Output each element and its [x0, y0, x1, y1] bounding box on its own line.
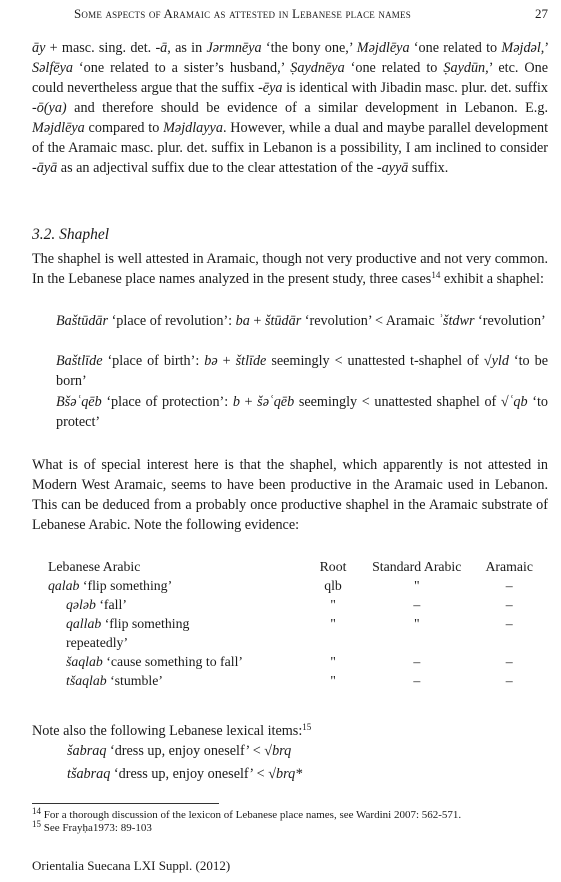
text-run: and therefore should be evidence of a similar development in Lebanon. E.g. — [66, 100, 548, 116]
text-run: brq — [272, 743, 292, 759]
text-run: suffix. — [408, 160, 449, 176]
text-run: štlīde — [235, 353, 267, 369]
text-run: ’ etc. One could nevertheless argue that the suffix — [32, 60, 549, 96]
evidence-table — [32, 557, 548, 690]
aramaic-cell: – — [505, 578, 513, 593]
gloss: ‘flip something’ — [79, 578, 173, 593]
footnote-number: 14 — [32, 806, 41, 816]
gloss: ‘stumble’ — [106, 673, 163, 688]
section-heading: 3.2. Shaphel — [32, 226, 110, 243]
table-row — [32, 652, 548, 671]
root-cell: " — [330, 597, 336, 612]
footnote-ref: 14 — [431, 270, 441, 280]
footnote-separator — [32, 803, 219, 804]
text-run: ba — [235, 313, 250, 329]
text-run: ‘dress up, enjoy oneself’ < — [110, 766, 269, 782]
standard-arabic-cell: " — [413, 578, 420, 593]
text-run: The shaphel is well attested in Aramaic, though not very productive and not very common. In the Lebanese place names analyzed in the present study, three cases — [32, 251, 548, 287]
table-row — [32, 614, 548, 652]
text-run: ‘one related to — [344, 60, 444, 76]
gloss: ‘fall’ — [95, 597, 127, 612]
text-run: ‘revolution’ < Aramaic — [301, 313, 439, 329]
text-run: ‘one related to — [409, 40, 502, 56]
paragraph-lexical-intro — [32, 721, 548, 741]
footnote-text: For a thorough discussion of the lexicon of Lebanese place names, see Wardini 2007: 562-571. — [43, 809, 462, 821]
text-run: Bšəʿqēb — [56, 394, 102, 410]
text-run: seemingly < unattested shaphel of — [294, 394, 501, 410]
standard-arabic-cell: " — [413, 616, 420, 631]
text-run: , as in — [167, 40, 207, 56]
text-run: is identical with Jibadin masc. plur. det. suffix — [282, 80, 548, 96]
page-number: 27 — [535, 6, 548, 21]
table-row — [32, 595, 548, 614]
text-run: Ṣaydūn, — [443, 60, 489, 76]
text-run: ʿqb — [508, 394, 528, 410]
column-header: Aramaic — [485, 559, 533, 574]
table-row — [32, 576, 548, 595]
journal-footer: Orientalia Suecana LXI Suppl. (2012) — [32, 858, 231, 873]
rich-text — [32, 455, 548, 535]
text-run: yld — [491, 353, 509, 369]
text-run: seemingly < unattested t-shaphel of — [266, 353, 484, 369]
paragraph-suffix-discussion — [32, 38, 548, 178]
text-run: ‘to be born’ — [56, 353, 548, 389]
text-run: -āyā — [32, 160, 58, 176]
text-run: šəʿqēb — [257, 394, 295, 410]
footnote-14 — [32, 806, 548, 822]
text-run: Ṣaydnēya — [290, 60, 345, 76]
arabic-word: qalab — [48, 578, 80, 593]
paragraph-shaphel-intro — [32, 249, 548, 289]
text-run: ‘the bony one,’ — [261, 40, 357, 56]
standard-arabic-cell: – — [413, 673, 421, 688]
footnote-ref: 15 — [302, 722, 312, 732]
running-title: Some aspects of Aramaic as attested in Lebanese place names — [74, 6, 411, 21]
paragraph-evidence — [32, 455, 548, 535]
aramaic-cell: – — [505, 597, 513, 612]
text-run: -ayyā — [376, 160, 409, 176]
footnote-15 — [32, 819, 548, 835]
text-run: āy — [32, 40, 46, 56]
aramaic-cell: – — [505, 654, 513, 669]
text-run: štūdār — [264, 313, 302, 329]
text-run: as an adjectival suffix due to the clear attestation of the — [57, 160, 377, 176]
text-run: ‘one related to a sister’s husband,’ — [72, 60, 291, 76]
column-header: Root — [319, 559, 347, 574]
root-cell: " — [330, 673, 336, 688]
text-run: Məjdlayya — [163, 120, 223, 136]
text-run: ‘place of revolution’: — [108, 313, 236, 329]
text-run: Məjdlēya — [356, 40, 410, 56]
text-run: exhibit a shaphel: — [440, 271, 544, 287]
table-header-row — [32, 557, 548, 576]
table-row — [32, 671, 548, 690]
text-run: + masc. sing. det. — [45, 40, 156, 56]
text-run: ‘place of protection’: — [101, 394, 233, 410]
gloss-continued: repeatedly’ — [66, 635, 129, 650]
text-run: Baštūdār — [56, 313, 109, 329]
example-bashtudar — [56, 311, 548, 331]
example-bsheqeb — [56, 392, 548, 432]
text-run: ‘revolution’ — [474, 313, 546, 329]
text-run: -ō(ya) — [32, 100, 67, 116]
rich-text — [32, 249, 548, 289]
text-run: bə — [204, 353, 218, 369]
example-bashtlide — [56, 351, 548, 391]
arabic-word: šaqlab — [66, 654, 103, 669]
aramaic-cell: – — [505, 673, 513, 688]
text-run: b — [232, 394, 240, 410]
text-run: √ — [483, 353, 492, 369]
text-run: ‘to protect’ — [56, 394, 549, 430]
lebanese-arabic-cell — [32, 652, 303, 671]
text-run: √ — [264, 743, 273, 759]
lexical-item-tshabraq — [67, 764, 547, 784]
text-run: √ — [500, 394, 509, 410]
column-header: Lebanese Arabic — [48, 559, 141, 574]
gloss: ‘flip something — [101, 616, 190, 631]
arabic-word: qallab — [66, 616, 102, 631]
text-run: ’ — [544, 40, 549, 56]
gloss: ‘cause something to fall’ — [102, 654, 244, 669]
root-cell: " — [330, 654, 336, 669]
lebanese-arabic-cell — [32, 614, 303, 652]
lebanese-arabic-cell — [32, 576, 303, 595]
text-run: -ā — [155, 40, 168, 56]
text-run: compared to — [84, 120, 164, 136]
lexical-item-shabraq — [67, 741, 547, 761]
text-run: + — [239, 394, 258, 410]
root-cell: " — [330, 616, 336, 631]
text-run: Baštlīde — [56, 353, 103, 369]
footnote-number: 15 — [32, 819, 41, 829]
arabic-word: qələb — [66, 597, 96, 612]
text-run: ‘dress up, enjoy oneself’ < — [106, 743, 265, 759]
aramaic-cell: – — [505, 616, 513, 631]
document-page — [32, 0, 548, 882]
lebanese-arabic-cell — [32, 595, 303, 614]
text-run: ‘place of birth’: — [102, 353, 205, 369]
text-run: Məjdlēya — [32, 120, 85, 136]
text-run: šabraq — [67, 743, 107, 759]
text-run: + — [249, 313, 265, 329]
standard-arabic-cell: – — [413, 597, 421, 612]
text-run: ʾštdwr — [438, 313, 475, 329]
text-run: . However, while a dual and maybe parallel development of the Aramaic masc. plur. det. suffix in Lebanon is a possibility, I am inclined to consider — [32, 120, 549, 156]
text-run: tšabraq — [67, 766, 111, 782]
text-run: Səlfēya — [32, 60, 73, 76]
text-run: Note also the following Lebanese lexical items: — [32, 723, 303, 739]
text-run: -ēya — [258, 80, 283, 96]
text-run: brq* — [276, 766, 303, 782]
footnote-text: See Frayḥa1973: 89-103 — [43, 822, 152, 834]
arabic-word: tšaqlab — [66, 673, 107, 688]
text-run: What is of special interest here is that the shaphel, which apparently is not attested in Modern West Aramaic, seems to have been productive in the Aramaic used in Lebanon. This can be deduced from a probably once productive shaphel in the Aramaic substrate of Lebanese Arabic. Note the following evidence: — [32, 457, 548, 533]
column-header: Standard Arabic — [372, 559, 462, 574]
lebanese-arabic-cell — [32, 671, 303, 690]
text-run: Jərmnēya — [206, 40, 262, 56]
text-run: + — [217, 353, 236, 369]
root-cell: qlb — [324, 578, 342, 593]
standard-arabic-cell: – — [413, 654, 421, 669]
text-run: √ — [268, 766, 276, 782]
text-run: Məjdəl, — [501, 40, 545, 56]
rich-text — [32, 38, 548, 178]
rich-text — [32, 721, 548, 741]
